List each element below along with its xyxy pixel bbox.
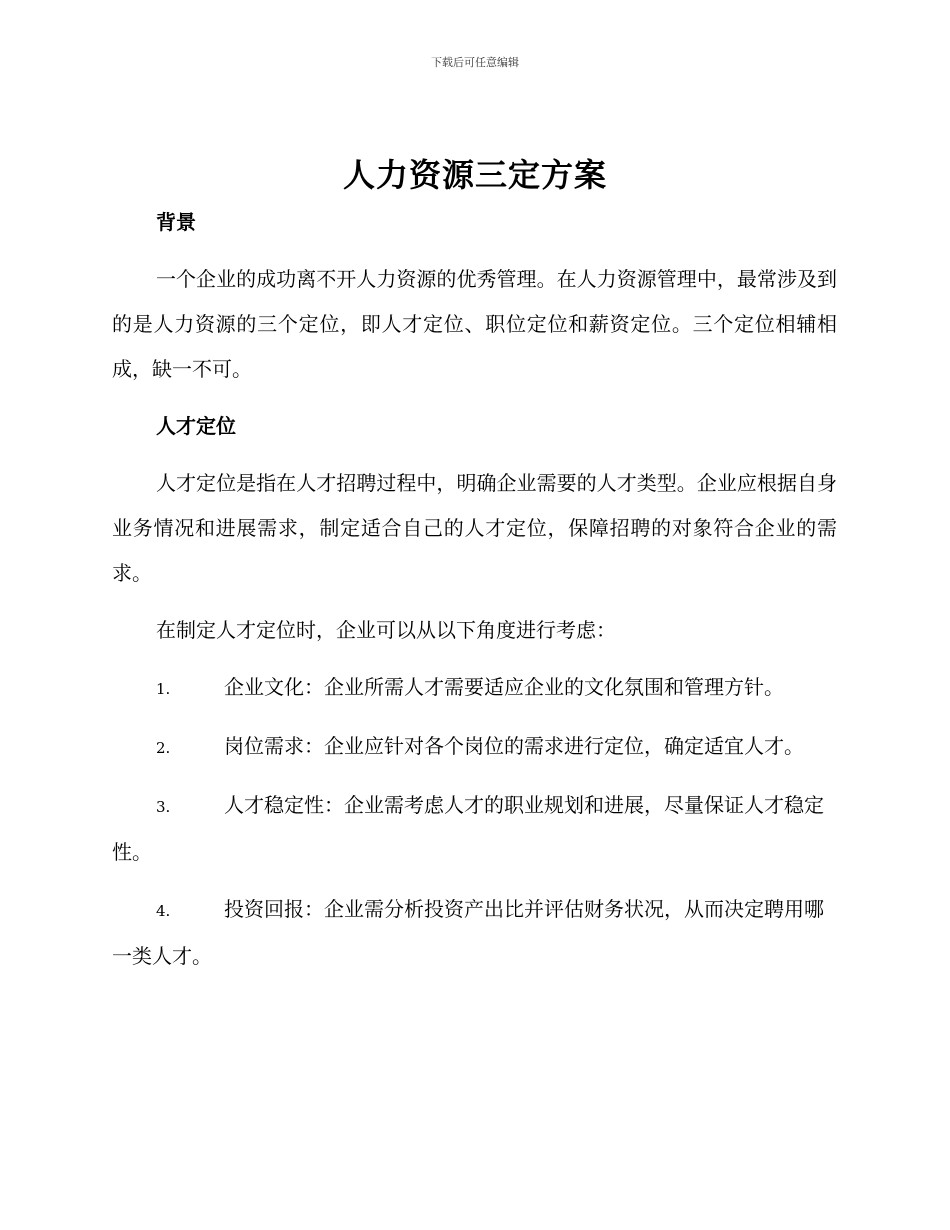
document-body bbox=[112, 200, 837, 979]
list-text: 投资回报：企业需分析投资产出比并评估财务状况，从而决定聘用哪一类人才。 bbox=[112, 897, 824, 968]
section-heading-talent: 人才定位 bbox=[156, 414, 236, 438]
list-number: 1. bbox=[156, 680, 171, 698]
list-item bbox=[112, 724, 837, 771]
document-title: 人力资源三定方案 bbox=[342, 156, 607, 194]
talent-paragraph-definition: 人才定位是指在人才招聘过程中，明确企业需要的人才类型。企业应根据自身业务情况和进展需求，制定适合自己的人才定位，保障招聘的对象符合企业的需求。 bbox=[112, 471, 837, 585]
list-item bbox=[112, 783, 837, 875]
header-note: 下载后可任意编辑 bbox=[431, 56, 519, 69]
talent-paragraph-considerations: 在制定人才定位时，企业可以从以下角度进行考虑： bbox=[156, 618, 616, 642]
list-text: 岗位需求：企业应针对各个岗位的需求进行定位，确定适宜人才。 bbox=[224, 734, 804, 758]
list-number: 3. bbox=[156, 798, 171, 816]
list-text: 企业文化：企业所需人才需要适应企业的文化氛围和管理方针。 bbox=[224, 675, 784, 699]
background-paragraph: 一个企业的成功离不开人力资源的优秀管理。在人力资源管理中，最常涉及到的是人力资源的三个定位，即人才定位、职位定位和薪资定位。三个定位相辅相成，缺一不可。 bbox=[112, 267, 837, 381]
list-number: 4. bbox=[156, 902, 171, 920]
list-number: 2. bbox=[156, 739, 171, 757]
list-text: 人才稳定性：企业需考虑人才的职业规划和进展，尽量保证人才稳定性。 bbox=[112, 793, 824, 864]
list-item bbox=[112, 887, 837, 979]
list-item bbox=[112, 665, 837, 712]
section-heading-background: 背景 bbox=[156, 210, 196, 234]
